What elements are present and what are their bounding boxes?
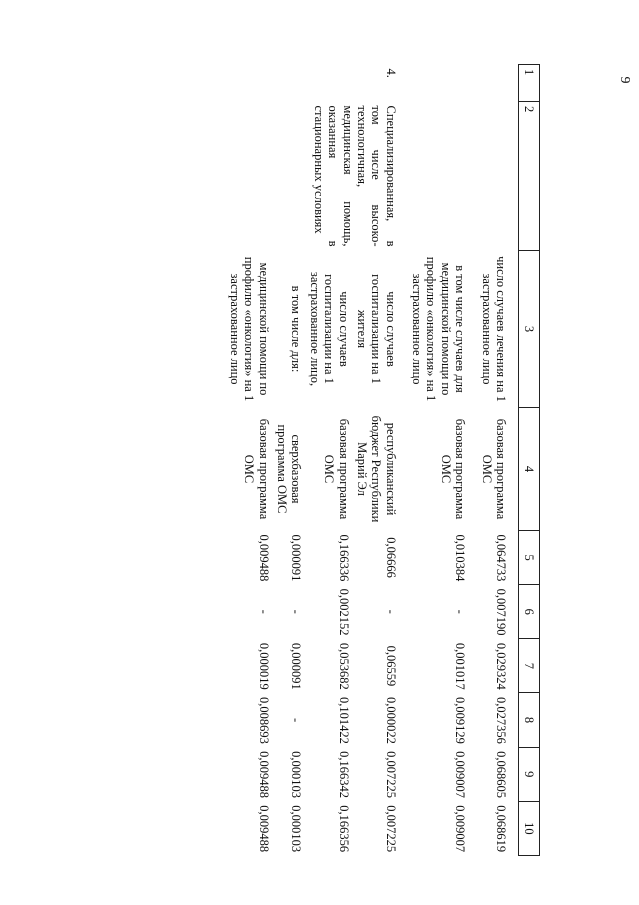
value-cell: - bbox=[289, 609, 304, 614]
value-cell: 0,06559 bbox=[383, 645, 398, 687]
rotated-table-container bbox=[110, 64, 540, 856]
value-cell: 0,010384 bbox=[453, 534, 468, 582]
header-cell: 9 bbox=[519, 747, 540, 801]
value-cell: 0,166342 bbox=[336, 751, 351, 798]
indicator-cell: число случаев лечения на 1 застрахованное лицо bbox=[479, 256, 508, 402]
source-cell: базовая программа ОМС bbox=[322, 418, 351, 520]
table-row bbox=[353, 65, 408, 856]
value-cell: 0,001017 bbox=[453, 642, 468, 690]
page-number: 9 bbox=[617, 76, 632, 84]
value-cell: 0,101422 bbox=[336, 696, 351, 744]
value-cell: 0,027356 bbox=[494, 696, 508, 744]
value-cell: 0,000091 bbox=[289, 642, 304, 690]
header-cell: 4 bbox=[519, 408, 540, 531]
value-cell: 0,007225 bbox=[383, 751, 398, 798]
value-cell: - bbox=[256, 609, 271, 614]
data-table bbox=[226, 64, 540, 856]
header-cell: 5 bbox=[519, 531, 540, 585]
table-row bbox=[477, 65, 518, 856]
value-cell: 0,009488 bbox=[256, 751, 271, 798]
source-cell: сверхбазовая программа ОМС bbox=[275, 424, 304, 514]
header-cell: 7 bbox=[519, 639, 540, 693]
indicator-cell: медицинской помощи по профилю «онкология» на 1 застрахованное лицо bbox=[228, 256, 271, 402]
value-cell: 0,000091 bbox=[289, 534, 304, 582]
value-cell: 0,000103 bbox=[289, 751, 304, 798]
value-cell: - bbox=[383, 609, 398, 614]
value-cell: 0,000019 bbox=[256, 642, 271, 690]
section-number: 4. bbox=[383, 68, 398, 78]
header-cell: 3 bbox=[519, 251, 540, 408]
header-cell: 6 bbox=[519, 585, 540, 639]
value-cell: 0,009007 bbox=[453, 751, 468, 798]
header-cell: 10 bbox=[519, 801, 540, 855]
indicator-cell: число случаев госпитализации на 1 застрахованное лицо, bbox=[307, 271, 351, 387]
value-cell: 0,002152 bbox=[336, 588, 351, 636]
value-cell: 0,068605 bbox=[494, 751, 508, 798]
value-cell: - bbox=[453, 609, 468, 614]
value-cell: 0,029324 bbox=[494, 642, 508, 690]
value-cell: 0,009488 bbox=[256, 534, 271, 582]
value-cell: 0,009488 bbox=[256, 805, 271, 853]
value-cell: 0,068619 bbox=[494, 805, 508, 853]
source-cell: республиканский бюджет Республики Марий Эл bbox=[355, 415, 398, 523]
table-header-row bbox=[519, 65, 540, 856]
value-cell: 0,166336 bbox=[336, 534, 351, 582]
value-cell: 0,009129 bbox=[453, 696, 468, 744]
indicator-cell: в том числе для: bbox=[289, 285, 304, 373]
value-cell: 0,000022 bbox=[383, 696, 398, 744]
source-cell: базовая программа ОМС bbox=[479, 418, 508, 520]
value-cell: 0,166356 bbox=[336, 805, 351, 853]
value-cell: 0,008693 bbox=[256, 696, 271, 744]
indicator-cell: число случаев госпитализации на 1 жителя bbox=[355, 274, 398, 384]
value-cell: 0,064733 bbox=[494, 534, 508, 582]
table-row bbox=[408, 65, 478, 856]
value-cell: 0,007225 bbox=[383, 805, 398, 853]
value-cell: 0,000103 bbox=[289, 805, 304, 853]
header-cell: 1 bbox=[519, 65, 540, 102]
value-cell: - bbox=[289, 717, 304, 723]
value-cell: 0,007190 bbox=[494, 588, 508, 636]
indicator-cell: в том числе случаев для медицинской помощи по профилю «онкология» на 1 застрахованное лицо bbox=[410, 256, 468, 402]
value-cell: 0,06666 bbox=[383, 537, 398, 578]
value-cell: 0,053682 bbox=[336, 642, 351, 690]
header-cell: 8 bbox=[519, 693, 540, 747]
value-cell: 0,009007 bbox=[453, 805, 468, 853]
source-cell: базовая программа ОМС bbox=[438, 418, 468, 520]
section-title: Специализированная, в том числе высоко-технологичная, медицинская помощь, оказанная в стационарных условиях bbox=[311, 105, 398, 247]
header-cell: 2 bbox=[519, 102, 540, 251]
source-cell: базовая программа ОМС bbox=[242, 418, 271, 520]
